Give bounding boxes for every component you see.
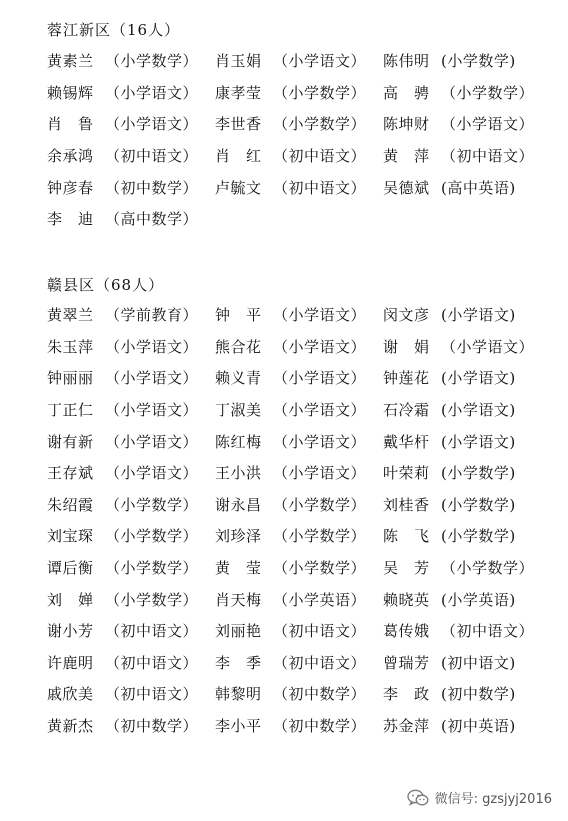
teacher-name: 谢有新 xyxy=(47,432,94,451)
teacher-name: 李小平 xyxy=(215,717,262,736)
teacher-subject: （小学语文） xyxy=(105,369,199,388)
teacher-name: 康孝莹 xyxy=(215,83,262,102)
list-entry xyxy=(215,50,383,71)
teacher-subject: （小学英语） xyxy=(273,590,367,609)
list-entry xyxy=(47,399,215,420)
list-entry xyxy=(47,82,215,103)
teacher-name: 戴华杆 xyxy=(383,432,430,451)
section-title-ganxian: 赣县区（68人） xyxy=(47,276,165,294)
list-entry xyxy=(215,304,383,325)
teacher-subject: （初中语文） xyxy=(273,653,367,672)
teacher-name: 黄翠兰 xyxy=(47,306,94,325)
teacher-name: 吴德斌 xyxy=(383,178,430,197)
teacher-name: 肖 红 xyxy=(215,147,262,166)
teacher-name: 刘丽艳 xyxy=(215,622,262,641)
teacher-name: 李 政 xyxy=(383,685,430,704)
teacher-subject: （小学语文） xyxy=(105,432,199,451)
teacher-subject: (小学语文) xyxy=(441,369,516,388)
list-entry xyxy=(383,82,547,103)
teacher-name: 王小洪 xyxy=(215,464,262,483)
teacher-subject: （小学语文） xyxy=(105,83,199,102)
list-entry xyxy=(47,50,215,71)
teacher-name: 黄 莹 xyxy=(215,559,262,578)
teacher-subject: （小学数学） xyxy=(105,559,199,578)
list-entry xyxy=(383,589,547,610)
list-entry xyxy=(383,431,547,452)
teacher-subject: （初中语文） xyxy=(441,622,535,641)
teacher-name: 赖义青 xyxy=(215,369,262,388)
teacher-subject: （小学语文） xyxy=(441,337,535,356)
teacher-name: 谢 娟 xyxy=(383,337,430,356)
list-entry xyxy=(383,462,547,483)
list-entry xyxy=(47,304,215,325)
section-title-rongjiang: 蓉江新区（16人） xyxy=(47,21,181,39)
list-entry xyxy=(383,304,547,325)
teacher-subject: （小学语文） xyxy=(105,115,199,134)
teacher-name: 戚欣美 xyxy=(47,685,94,704)
teacher-subject: （小学语文） xyxy=(273,369,367,388)
teacher-subject: （初中语文） xyxy=(273,147,367,166)
teacher-name: 钟 平 xyxy=(215,306,262,325)
teacher-subject: (小学数学) xyxy=(441,527,516,546)
teacher-name: 朱玉萍 xyxy=(47,337,94,356)
teacher-subject: （初中数学） xyxy=(105,717,199,736)
list-entry xyxy=(383,494,547,515)
list-entry xyxy=(383,177,547,198)
teacher-subject: （小学语文） xyxy=(273,432,367,451)
list-entry xyxy=(215,431,383,452)
teacher-name: 吴 芳 xyxy=(383,559,430,578)
teacher-subject: （小学语文） xyxy=(273,337,367,356)
teacher-name: 赖锡辉 xyxy=(47,83,94,102)
teacher-name: 曾瑞芳 xyxy=(383,653,430,672)
teacher-name: 王存斌 xyxy=(47,464,94,483)
list-entry xyxy=(47,177,215,198)
name-list-rongjiang xyxy=(47,45,547,235)
list-entry xyxy=(215,494,383,515)
teacher-name: 闵文彦 xyxy=(383,306,430,325)
teacher-name: 钟彦春 xyxy=(47,178,94,197)
teacher-name: 余承鸿 xyxy=(47,147,94,166)
list-entry xyxy=(47,525,215,546)
list-entry xyxy=(47,715,215,736)
list-entry xyxy=(47,620,215,641)
teacher-name: 谭后衡 xyxy=(47,559,94,578)
list-entry xyxy=(215,525,383,546)
teacher-name: 钟丽丽 xyxy=(47,369,94,388)
teacher-name: 石冷霜 xyxy=(383,401,430,420)
teacher-subject: (小学语文) xyxy=(441,306,516,325)
list-entry xyxy=(47,652,215,673)
teacher-subject: (小学数学) xyxy=(441,495,516,514)
list-entry xyxy=(215,145,383,166)
teacher-name: 葛传娥 xyxy=(383,622,430,641)
list-entry xyxy=(383,399,547,420)
list-entry xyxy=(215,399,383,420)
teacher-subject: (小学英语) xyxy=(441,590,516,609)
teacher-subject: （小学语文） xyxy=(273,401,367,420)
teacher-name: 李 迪 xyxy=(47,210,94,229)
teacher-subject: （小学数学） xyxy=(441,83,535,102)
teacher-subject: （高中数学） xyxy=(105,210,199,229)
list-entry xyxy=(47,589,215,610)
list-entry xyxy=(383,367,547,388)
teacher-name: 钟莲花 xyxy=(383,369,430,388)
teacher-subject: （小学数学） xyxy=(273,115,367,134)
list-entry xyxy=(383,652,547,673)
teacher-name: 陈红梅 xyxy=(215,432,262,451)
teacher-subject: （小学语文） xyxy=(273,306,367,325)
teacher-subject: （小学数学） xyxy=(273,495,367,514)
wechat-icon xyxy=(407,789,429,807)
teacher-name: 卢毓文 xyxy=(215,178,262,197)
teacher-subject: （初中语文） xyxy=(273,178,367,197)
teacher-name: 谢小芳 xyxy=(47,622,94,641)
teacher-subject: （小学数学） xyxy=(105,590,199,609)
teacher-name: 刘桂香 xyxy=(383,495,430,514)
list-entry xyxy=(47,336,215,357)
teacher-name: 黄 萍 xyxy=(383,147,430,166)
list-entry xyxy=(47,557,215,578)
list-entry xyxy=(215,336,383,357)
teacher-name: 朱绍霞 xyxy=(47,495,94,514)
teacher-subject: （小学语文） xyxy=(105,401,199,420)
teacher-subject: （小学语文） xyxy=(273,464,367,483)
list-entry xyxy=(215,367,383,388)
teacher-name: 黄素兰 xyxy=(47,52,94,71)
teacher-name: 熊合花 xyxy=(215,337,262,356)
list-entry xyxy=(47,113,215,134)
list-entry xyxy=(215,589,383,610)
teacher-subject: （小学数学） xyxy=(105,495,199,514)
teacher-subject: （初中语文） xyxy=(273,622,367,641)
teacher-subject: （小学语文） xyxy=(441,115,535,134)
teacher-subject: （初中数学） xyxy=(273,685,367,704)
teacher-subject: （小学数学） xyxy=(441,559,535,578)
wechat-id-text: 微信号: gzsjyj2016 xyxy=(434,792,552,807)
list-entry xyxy=(47,431,215,452)
teacher-subject: （小学数学） xyxy=(105,52,199,71)
teacher-subject: (小学数学) xyxy=(441,464,516,483)
list-entry xyxy=(47,462,215,483)
teacher-name: 高 骋 xyxy=(383,83,430,102)
teacher-subject: （初中语文） xyxy=(105,622,199,641)
teacher-name: 许鹿明 xyxy=(47,653,94,672)
teacher-subject: (初中数学) xyxy=(441,685,516,704)
teacher-name: 肖天梅 xyxy=(215,590,262,609)
teacher-name: 刘宝琛 xyxy=(47,527,94,546)
teacher-subject: （小学数学） xyxy=(273,559,367,578)
list-entry xyxy=(215,177,383,198)
list-entry xyxy=(215,683,383,704)
list-entry xyxy=(383,557,547,578)
teacher-subject: (初中语文) xyxy=(441,653,516,672)
list-entry xyxy=(215,620,383,641)
list-entry xyxy=(215,557,383,578)
teacher-subject: （初中数学） xyxy=(273,717,367,736)
teacher-name: 赖晓英 xyxy=(383,590,430,609)
list-entry xyxy=(383,620,547,641)
list-entry xyxy=(383,683,547,704)
list-entry xyxy=(215,715,383,736)
teacher-name: 刘珍泽 xyxy=(215,527,262,546)
name-list-ganxian xyxy=(47,299,547,741)
list-entry xyxy=(383,336,547,357)
list-entry xyxy=(47,208,215,229)
teacher-subject: （小学数学） xyxy=(105,527,199,546)
footer-watermark xyxy=(407,788,552,807)
teacher-name: 丁淑美 xyxy=(215,401,262,420)
teacher-name: 李 季 xyxy=(215,653,262,672)
list-entry xyxy=(383,525,547,546)
teacher-subject: （初中数学） xyxy=(105,178,199,197)
teacher-name: 肖玉娟 xyxy=(215,52,262,71)
teacher-subject: (小学语文) xyxy=(441,401,516,420)
teacher-name: 陈伟明 xyxy=(383,52,430,71)
list-entry xyxy=(215,462,383,483)
list-entry xyxy=(215,82,383,103)
teacher-name: 黄新杰 xyxy=(47,717,94,736)
list-entry xyxy=(47,367,215,388)
teacher-name: 丁正仁 xyxy=(47,401,94,420)
teacher-subject: (初中英语) xyxy=(441,717,516,736)
teacher-name: 苏金萍 xyxy=(383,717,430,736)
teacher-name: 韩黎明 xyxy=(215,685,262,704)
teacher-subject: (高中英语) xyxy=(441,178,516,197)
list-entry xyxy=(383,113,547,134)
teacher-subject: (小学数学) xyxy=(441,52,516,71)
list-entry xyxy=(215,113,383,134)
teacher-subject: （初中语文） xyxy=(105,685,199,704)
teacher-subject: （小学数学） xyxy=(273,527,367,546)
list-entry xyxy=(47,145,215,166)
list-entry xyxy=(383,50,547,71)
teacher-subject: （初中语文） xyxy=(105,147,199,166)
teacher-subject: （初中语文） xyxy=(441,147,535,166)
teacher-name: 肖 鲁 xyxy=(47,115,94,134)
teacher-subject: （小学数学） xyxy=(273,83,367,102)
teacher-name: 刘 婵 xyxy=(47,590,94,609)
teacher-subject: （学前教育） xyxy=(105,306,199,325)
teacher-name: 陈坤财 xyxy=(383,115,430,134)
list-entry xyxy=(383,145,547,166)
teacher-subject: (小学语文) xyxy=(441,432,516,451)
teacher-name: 李世香 xyxy=(215,115,262,134)
list-entry xyxy=(215,652,383,673)
list-entry xyxy=(383,715,547,736)
teacher-name: 谢永昌 xyxy=(215,495,262,514)
list-entry xyxy=(47,683,215,704)
teacher-subject: （小学语文） xyxy=(273,52,367,71)
teacher-subject: （初中语文） xyxy=(105,653,199,672)
list-entry xyxy=(47,494,215,515)
teacher-subject: （小学语文） xyxy=(105,337,199,356)
teacher-name: 陈 飞 xyxy=(383,527,430,546)
teacher-subject: （小学语文） xyxy=(105,464,199,483)
teacher-name: 叶荣莉 xyxy=(383,464,430,483)
